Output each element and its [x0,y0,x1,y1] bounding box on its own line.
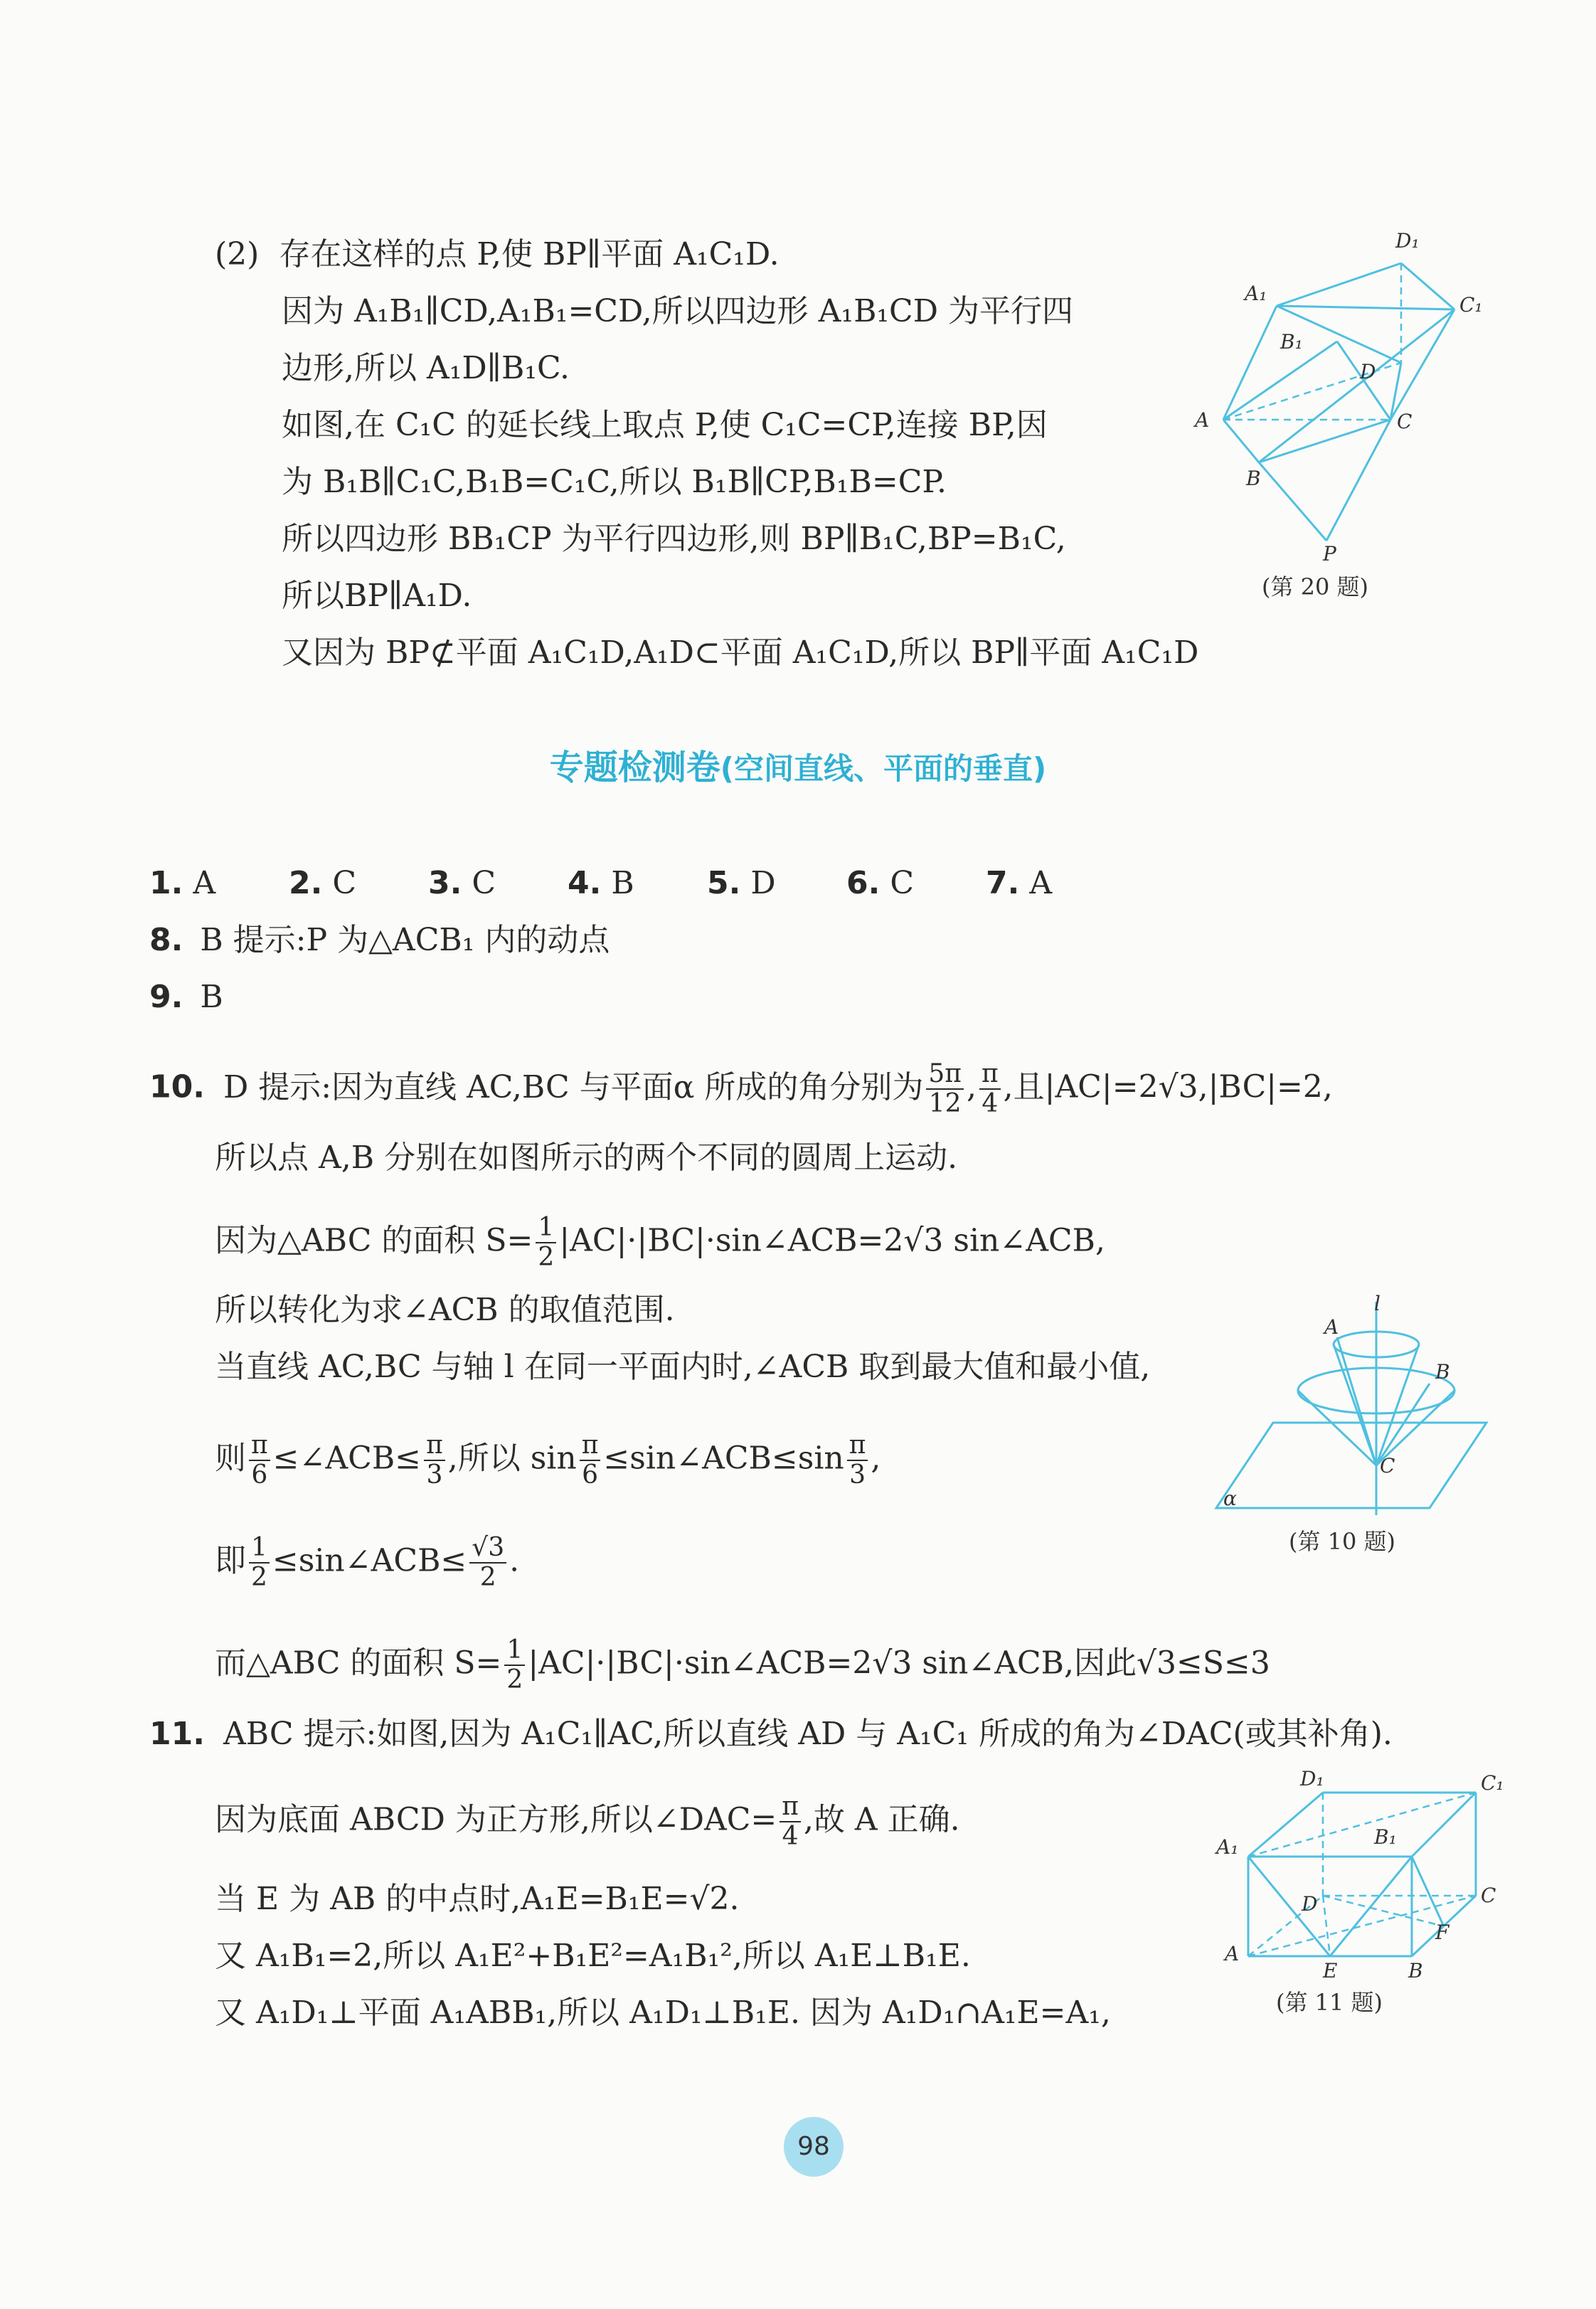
numerator: π [979,1060,1001,1090]
edge-a-b [1223,420,1259,462]
answer-10-line7 [215,1534,519,1592]
edge-b1-e [1330,1857,1412,1956]
answer-choice: C [890,865,915,901]
numerator: π [580,1431,601,1461]
fraction-sqrt3-2 [469,1534,506,1592]
edge-a1-e [1248,1857,1330,1956]
question-number: 2. [289,865,323,901]
question-number: 7. [986,865,1020,901]
question-number: 1. [149,865,183,901]
q10-text: , [871,1440,881,1477]
q10-text: ≤sin∠ACB≤ [272,1542,467,1579]
figure-10-drawing [1216,1292,1501,1522]
q20-part2-line7: 所以BP∥A₁D. [282,578,472,614]
figure-20 [1195,228,1501,565]
separator: , [966,1068,977,1105]
q10-text: |AC|·|BC|·sin∠ACB=2√3 sin∠ACB, [559,1222,1105,1259]
question-number: 6. [846,865,881,901]
numerator: √3 [469,1534,506,1564]
numerator: 1 [536,1214,556,1243]
answers-row [149,862,1052,905]
label-a: A [1225,1942,1240,1965]
denominator: 3 [426,1460,443,1490]
figure-11-drawing [1216,1764,1504,1982]
q20-part2-line1 [215,233,780,276]
label-b: B [1408,1959,1423,1982]
label-a: A [1324,1315,1339,1339]
label-d1: D₁ [1300,1767,1324,1790]
edge-a1-d1 [1277,263,1401,306]
answer-10-line1 [149,1060,1333,1118]
fraction-pi-6 [249,1431,270,1490]
denominator: 4 [782,1822,799,1851]
answer-choice: C [332,865,357,901]
label-c: C [1481,1884,1496,1907]
label-c1: C₁ [1459,293,1483,317]
answer-text: B 提示:P 为△ACB₁ 内的动点 [200,922,610,958]
section-title-main: 专题检测卷 [549,748,720,787]
answer-8 [149,919,610,962]
answer-11-line5: 又 A₁D₁⊥平面 A₁ABB₁,所以 A₁D₁⊥B₁E. 因为 A₁D₁∩A₁E=A₁, [215,1995,1111,2031]
answer-10-line2: 所以点 A,B 分别在如图所示的两个不同的圆周上运动. [215,1140,958,1176]
edge-a1-c1-hidden [1248,1793,1476,1857]
answer-5 [707,862,846,905]
label-d1: D₁ [1395,229,1420,253]
q11-text: ABC 提示:如图,因为 A₁C₁∥AC,所以直线 AD 与 A₁C₁ 所成的角为∠DAC(或其补角). [223,1716,1393,1752]
edge-b-p [1259,462,1326,541]
denominator: 2 [479,1563,496,1592]
figure-10 [1216,1292,1501,1525]
question-number: 9. [149,979,183,1015]
q10-text: 即 [215,1542,246,1579]
label-l: l [1374,1292,1380,1315]
answer-10-line6 [215,1431,881,1490]
answer-4 [568,862,707,905]
numerator: 1 [249,1534,270,1564]
q10-text: 则 [215,1440,246,1477]
label-alpha: α [1223,1487,1237,1510]
segment-bc [1376,1384,1430,1465]
figure-11-caption: (第 11 题) [1276,1989,1383,2016]
section-title [0,740,1596,789]
label-c: C [1397,410,1413,433]
label-e: E [1323,1959,1338,1982]
numerator: π [424,1431,445,1461]
part-label: (2) [215,236,260,272]
edge-b1-f [1412,1857,1444,1926]
fraction-pi-3 [424,1431,445,1490]
answer-11-line4: 又 A₁B₁=2,所以 A₁E²+B₁E²=A₁B₁²,所以 A₁E⊥B₁E. [215,1938,971,1974]
denominator: 2 [538,1243,555,1272]
q20-part2-line6: 所以四边形 BB₁CP 为平行四边形,则 BP∥B₁C,BP=B₁C, [282,521,1066,557]
edge-a1-c1 [1277,306,1454,309]
denominator: 4 [981,1089,999,1118]
answer-1 [149,862,289,905]
answer-7 [986,862,1052,905]
answer-choice: B [611,865,634,901]
fraction-pi-4 [979,1060,1001,1118]
figure-20-caption: (第 20 题) [1262,573,1369,600]
edge-d-e-hidden [1323,1896,1330,1956]
numerator: π [780,1793,801,1822]
q20-part2-line3: 边形,所以 A₁D∥B₁C. [282,350,570,386]
question-number: 8. [149,922,183,958]
label-p: P [1323,542,1336,566]
label-b: B [1435,1360,1450,1384]
answer-10-line4: 所以转化为求∠ACB 的取值范围. [215,1292,675,1328]
figure-11 [1216,1764,1504,1982]
question-number: 5. [707,865,741,901]
numerator: π [847,1431,868,1461]
numerator: 1 [504,1636,525,1666]
fraction-1-2 [249,1534,270,1592]
figure-10-caption: (第 10 题) [1289,1528,1396,1555]
answer-choice: C [472,865,496,901]
label-a: A [1195,408,1210,432]
answer-6 [846,862,986,905]
denominator: 3 [849,1460,866,1490]
answer-9 [149,976,223,1019]
page-number: 98 [784,2117,844,2177]
q10-text: ,所以 sin [447,1440,577,1477]
answer-10-line8 [215,1636,1270,1694]
q20-part2-line4: 如图,在 C₁C 的延长线上取点 P,使 C₁C=CP,连接 BP,因 [282,407,1048,443]
q20-text: 存在这样的点 P,使 BP∥平面 A₁C₁D. [279,236,780,272]
answer-11-line3: 当 E 为 AB 的中点时,A₁E=B₁E=√2. [215,1881,740,1917]
answer-11-line2 [215,1793,960,1851]
q10-text-b: ,且|AC|=2√3,|BC|=2, [1003,1068,1333,1105]
label-b1: B₁ [1280,330,1303,354]
q20-part2-line2: 因为 A₁B₁∥CD,A₁B₁=CD,所以四边形 A₁B₁CD 为平行四 [282,293,1073,329]
denominator: 12 [928,1089,962,1118]
q11-text: ,故 A 正确. [803,1801,960,1838]
label-c: C [1380,1454,1395,1477]
question-number: 3. [428,865,462,901]
fraction-pi-3 [847,1431,868,1490]
label-b: B [1246,467,1261,490]
label-f: F [1435,1921,1449,1944]
numerator: π [249,1431,270,1461]
answer-choice: D [750,865,776,901]
label-c1: C₁ [1481,1771,1504,1795]
q10-text: . [509,1542,520,1579]
answer-11-line1 [149,1713,1393,1756]
edge-d1-c1 [1401,263,1454,309]
fraction-5pi-12 [926,1060,964,1118]
label-d: D [1360,360,1376,383]
answer-10-line3 [215,1214,1105,1272]
fraction-1-2 [536,1214,556,1272]
section-title-sub: (空间直线、平面的垂直) [720,751,1047,786]
label-a1: A₁ [1216,1835,1239,1859]
q10-text: 因为△ABC 的面积 S= [215,1222,533,1259]
numerator: 5π [926,1060,964,1090]
answer-3 [428,862,568,905]
label-d: D [1302,1892,1318,1916]
answer-10-line5: 当直线 AC,BC 与轴 l 在同一平面内时,∠ACB 取到最大值和最小值, [215,1349,1151,1385]
q10-text: 而△ABC 的面积 S= [215,1645,502,1682]
q10-text: ≤∠ACB≤ [272,1440,422,1477]
q20-part2-line8: 又因为 BP⊄平面 A₁C₁D,A₁D⊂平面 A₁C₁D,所以 BP∥平面 A₁C₁D [282,635,1199,671]
label-b1: B₁ [1374,1825,1397,1849]
q20-part2-line5: 为 B₁B∥C₁C,B₁B=C₁C,所以 B₁B∥CP,B₁B=CP. [282,464,947,500]
q10-text-a: D 提示:因为直线 AC,BC 与平面α 所成的角分别为 [223,1068,924,1105]
cone-upper-right [1376,1344,1419,1465]
fraction-1-2 [504,1636,525,1694]
q10-text: ≤sin∠ACB≤sin [603,1440,844,1477]
question-number: 10. [149,1068,205,1105]
fraction-pi-4 [780,1793,801,1851]
question-number: 11. [149,1716,205,1752]
plane-alpha [1216,1423,1486,1508]
denominator: 2 [251,1563,267,1592]
denominator: 2 [506,1665,523,1694]
edge-b1-c1 [1412,1793,1476,1857]
question-number: 4. [568,865,602,901]
denominator: 6 [251,1460,268,1490]
answer-choice: A [193,865,216,901]
fraction-pi-6 [580,1431,601,1490]
denominator: 6 [582,1460,598,1490]
answer-2 [289,862,428,905]
q10-text: |AC|·|BC|·sin∠ACB=2√3 sin∠ACB,因此√3≤S≤3 [528,1645,1270,1682]
answer-choice: A [1029,865,1053,901]
q11-text: 因为底面 ABCD 为正方形,所以∠DAC= [215,1801,777,1838]
figure-20-drawing [1195,228,1501,566]
answer-text: B [200,979,223,1015]
label-a1: A₁ [1245,282,1267,305]
edge-d-f-hidden [1323,1896,1444,1926]
